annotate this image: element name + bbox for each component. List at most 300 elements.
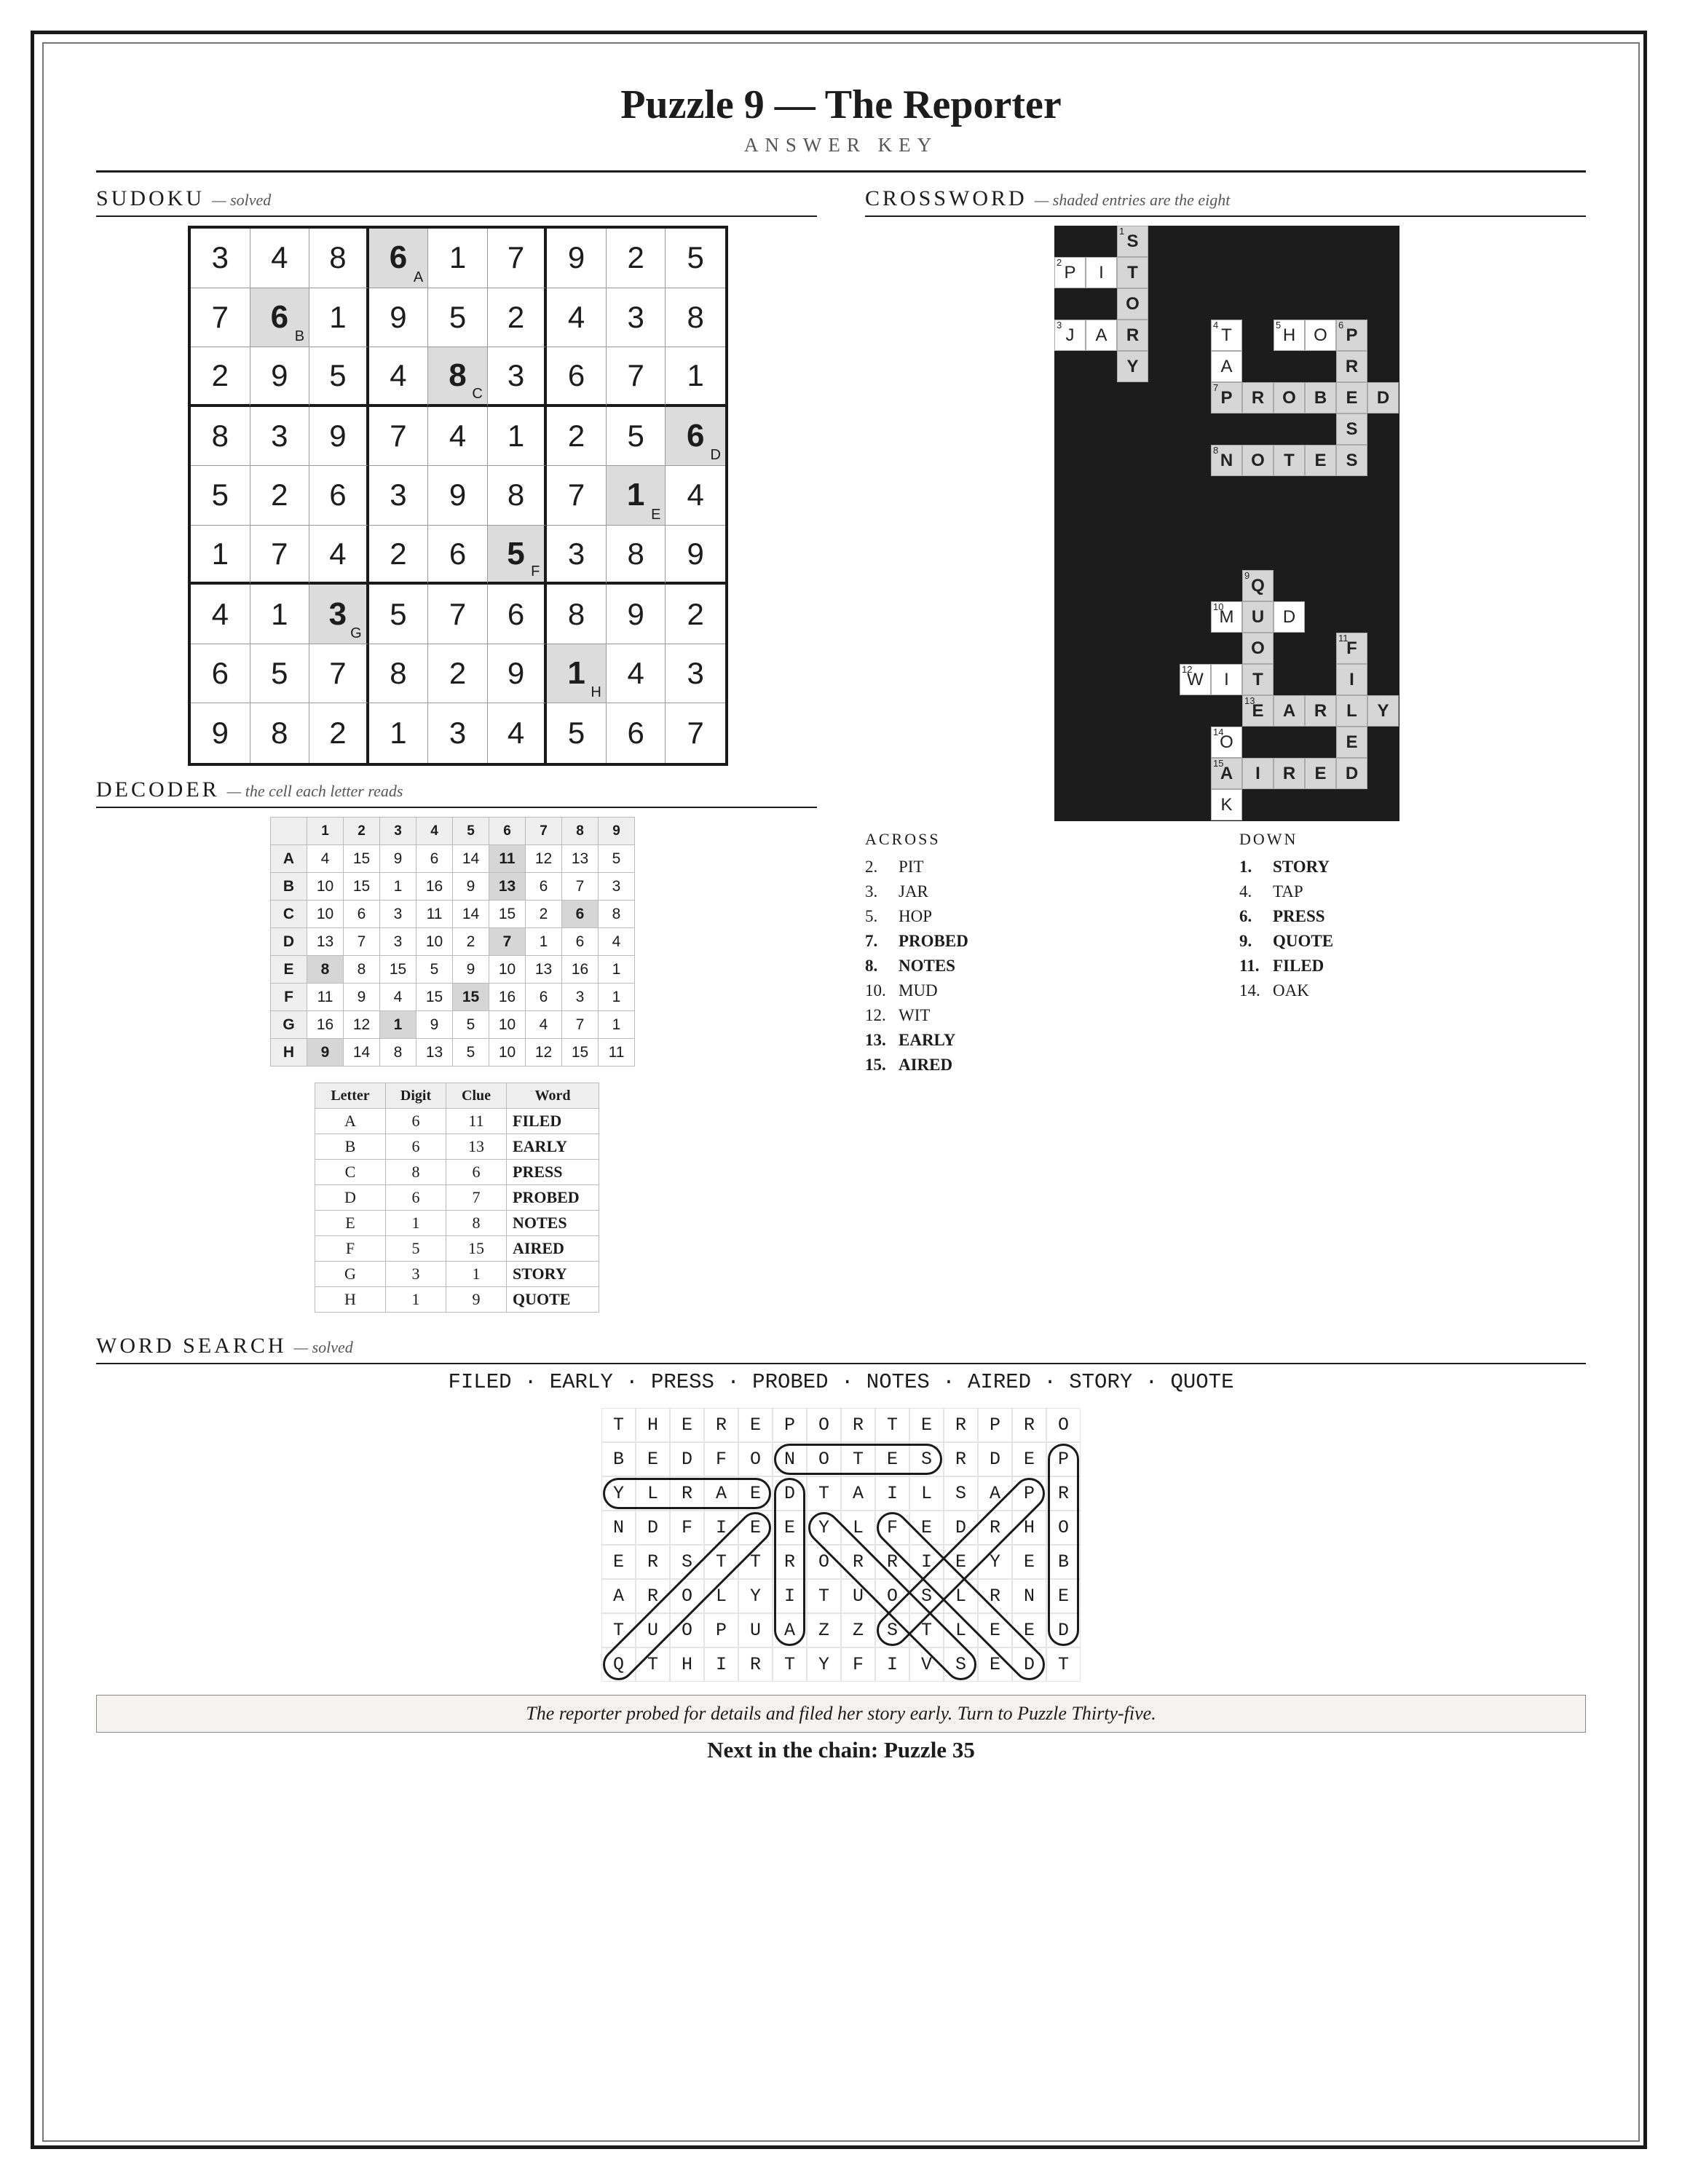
- across-clues: [865, 830, 968, 1077]
- wordsearch-letter: E: [1046, 1579, 1081, 1613]
- sudoku-cell-letter: G: [350, 625, 362, 641]
- wordsearch-letter: I: [909, 1545, 944, 1579]
- sudoku-digit: 4: [390, 357, 407, 392]
- crossword-letter: D: [1376, 387, 1390, 408]
- decoder-cell: 10: [416, 928, 453, 956]
- clue-number: 4.: [1239, 882, 1252, 901]
- crossword-letter: E: [1252, 700, 1264, 721]
- sudoku-cell: [250, 703, 310, 763]
- crossword-cell: [1117, 351, 1148, 382]
- crossword-cell: [1086, 320, 1117, 351]
- wordsearch-letter: F: [670, 1511, 704, 1545]
- decoder-column-header: 5: [453, 818, 489, 845]
- sudoku-cell: [250, 466, 310, 526]
- sudoku-cell: [607, 585, 666, 644]
- wordsearch-heading: [96, 1334, 353, 1358]
- sudoku-digit: 8: [507, 478, 525, 513]
- clue-word: PROBED: [899, 932, 968, 950]
- sudoku-cell: [191, 585, 250, 644]
- sudoku-cell: [191, 526, 250, 585]
- sudoku-cell: [607, 703, 666, 763]
- key-cell: B: [315, 1134, 386, 1160]
- sudoku-digit: 4: [687, 478, 704, 513]
- wordsearch-letter: P: [704, 1613, 738, 1647]
- clue-number: 13.: [865, 1031, 886, 1049]
- crossword-letter: F: [1346, 638, 1357, 658]
- decoder-column-header: 4: [416, 818, 453, 845]
- decoder-corner: [271, 818, 307, 845]
- sudoku-cell: [191, 703, 250, 763]
- decoder-note: — the cell each letter reads: [226, 782, 403, 800]
- clue-number: 8.: [865, 957, 878, 975]
- decoder-table: [270, 817, 635, 1067]
- crossword-cell: [1117, 320, 1148, 351]
- sudoku-digit: 4: [211, 596, 229, 631]
- decoder-cell: 9: [344, 984, 380, 1011]
- decoder-cell: 1: [526, 928, 562, 956]
- wordsearch-letter: P: [1012, 1476, 1046, 1511]
- decoder-column-header: 8: [562, 818, 599, 845]
- sudoku-note: — solved: [212, 191, 272, 209]
- key-row: [315, 1211, 599, 1236]
- wordsearch-letter: R: [944, 1408, 978, 1442]
- decoder-row: [271, 1011, 635, 1039]
- crossword-letter: P: [1220, 387, 1233, 408]
- crossword-letter: O: [1220, 732, 1233, 752]
- wordsearch-letter: I: [875, 1647, 909, 1682]
- decoder-column-header: 1: [307, 818, 344, 845]
- crossword-cell: [1274, 758, 1305, 789]
- key-cell: PRESS: [507, 1160, 599, 1185]
- crossword-cell: [1117, 226, 1148, 257]
- sudoku-cell: [369, 466, 429, 526]
- down-clue: [1239, 855, 1333, 879]
- sudoku-digit: 5: [507, 535, 525, 571]
- wordsearch-letter: R: [944, 1442, 978, 1476]
- wordsearch-letter: Z: [807, 1613, 841, 1647]
- sudoku-cell-letter: D: [710, 447, 721, 464]
- crossword-letter: Q: [1251, 575, 1265, 596]
- sudoku-digit: 1: [687, 357, 704, 392]
- crossword-cell: [1054, 257, 1086, 288]
- wordsearch-letter: T: [875, 1408, 909, 1442]
- crossword-grid: [1054, 226, 1399, 821]
- crossword-letter: A: [1282, 700, 1296, 721]
- wordsearch-letter: E: [875, 1442, 909, 1476]
- wordsearch-letter: T: [807, 1476, 841, 1511]
- crossword-letter: H: [1282, 325, 1296, 345]
- sudoku-cell: [191, 288, 250, 348]
- wordsearch-letter: I: [704, 1647, 738, 1682]
- crossword-letter: O: [1282, 387, 1296, 408]
- wordsearch-letter: E: [773, 1511, 807, 1545]
- decoder-cell: 8: [307, 956, 344, 984]
- sudoku-cell: [488, 229, 548, 288]
- decoder-rule: [96, 807, 817, 808]
- wordsearch-letter: E: [1012, 1545, 1046, 1579]
- crossword-letter: I: [1255, 763, 1260, 783]
- sudoku-cell: [309, 703, 369, 763]
- decoder-heading-text: DECODER: [96, 778, 220, 802]
- sudoku-digit: 5: [449, 299, 467, 334]
- key-cell: 3: [386, 1262, 446, 1287]
- wordsearch-letter: E: [978, 1647, 1012, 1682]
- decoder-cell: 15: [489, 901, 526, 928]
- wordsearch-letter: D: [978, 1442, 1012, 1476]
- crossword-letter: D: [1345, 763, 1359, 783]
- wordsearch-heading-text: WORD SEARCH: [96, 1334, 287, 1358]
- wordsearch-letter: L: [841, 1511, 875, 1545]
- sudoku-digit: 4: [507, 716, 525, 751]
- sudoku-cell: [666, 466, 725, 526]
- crossword-letter: T: [1284, 450, 1295, 470]
- decoder-cell: 11: [489, 845, 526, 873]
- sudoku-cell: [428, 407, 488, 467]
- wordsearch-letter: O: [807, 1442, 841, 1476]
- crossword-letter: T: [1252, 669, 1263, 689]
- wordsearch-letter: E: [1012, 1613, 1046, 1647]
- wordsearch-letter: A: [704, 1476, 738, 1511]
- crossword-cell: [1242, 758, 1274, 789]
- wordsearch-letter: R: [636, 1545, 670, 1579]
- sudoku-digit: 7: [390, 418, 407, 453]
- decoder-cell: 13: [526, 956, 562, 984]
- decoder-cell: 12: [526, 845, 562, 873]
- crossword-cell: [1274, 445, 1305, 476]
- sudoku-cell: [369, 229, 429, 288]
- clue-number: 3.: [865, 882, 878, 901]
- across-clue: [865, 1028, 968, 1053]
- sudoku-digit: 2: [627, 240, 644, 275]
- sudoku-digit: 8: [627, 536, 644, 571]
- clue-word: MUD: [899, 981, 938, 1000]
- wordsearch-letter: N: [601, 1511, 636, 1545]
- key-cell: 6: [446, 1160, 507, 1185]
- decoder-cell: 10: [307, 873, 344, 901]
- sudoku-digit: 9: [627, 596, 644, 631]
- wordsearch-letter: A: [978, 1476, 1012, 1511]
- sudoku-digit: 6: [329, 478, 347, 513]
- sudoku-digit: 2: [329, 716, 347, 751]
- key-cell: G: [315, 1262, 386, 1287]
- crossword-clue-number: 8: [1213, 445, 1219, 456]
- sudoku-digit: 3: [567, 536, 585, 571]
- wordsearch-letter: T: [704, 1545, 738, 1579]
- decoder-row: [271, 845, 635, 873]
- sudoku-digit: 3: [211, 240, 229, 275]
- key-cell: QUOTE: [507, 1287, 599, 1313]
- clue-word: AIRED: [899, 1056, 953, 1074]
- sudoku-cell-letter: F: [531, 563, 540, 580]
- crossword-cell: [1336, 664, 1367, 695]
- sudoku-cell: [309, 466, 369, 526]
- clue-number: 15.: [865, 1056, 886, 1074]
- wordsearch-letter: U: [636, 1613, 670, 1647]
- key-cell: 11: [446, 1109, 507, 1134]
- sudoku-digit: 8: [687, 299, 704, 334]
- sudoku-digit: 6: [449, 536, 467, 571]
- crossword-clue-number: 12: [1182, 664, 1193, 675]
- footer-message: The reporter probed for details and filed her story early. Turn to Puzzle Thirty-five.: [96, 1695, 1586, 1733]
- sudoku-digit: 2: [449, 656, 467, 691]
- decoder-cell: 10: [489, 956, 526, 984]
- crossword-clue-number: 1: [1119, 226, 1125, 237]
- sudoku-cell: [428, 703, 488, 763]
- down-clue: [1239, 954, 1333, 978]
- key-cell: 1: [386, 1211, 446, 1236]
- wordsearch-letter: L: [636, 1476, 670, 1511]
- crossword-cell: [1242, 633, 1274, 664]
- sudoku-digit: 5: [567, 716, 585, 751]
- sudoku-cell: [250, 407, 310, 467]
- decoder-cell: 7: [562, 1011, 599, 1039]
- sudoku-cell: [488, 407, 548, 467]
- sudoku-digit: 8: [449, 357, 467, 393]
- sudoku-cell: [309, 347, 369, 407]
- decoder-column-header: 2: [344, 818, 380, 845]
- sudoku-cell: [250, 347, 310, 407]
- wordsearch-letter: O: [807, 1408, 841, 1442]
- crossword-letter: A: [1095, 325, 1107, 345]
- sudoku-digit: 6: [270, 298, 289, 335]
- crossword-letter: S: [1346, 419, 1358, 439]
- sudoku-cell: [191, 644, 250, 704]
- wordsearch-letter: E: [601, 1545, 636, 1579]
- key-cell: A: [315, 1109, 386, 1134]
- crossword-letter: A: [1220, 763, 1233, 783]
- decoder-cell: 3: [380, 901, 416, 928]
- sudoku-cell: [250, 526, 310, 585]
- sudoku-cell-letter: H: [591, 684, 601, 701]
- sudoku-digit: 9: [271, 357, 288, 392]
- sudoku-digit: 3: [390, 478, 407, 513]
- wordsearch-letter: A: [601, 1579, 636, 1613]
- sudoku-digit: 9: [211, 716, 229, 751]
- sudoku-digit: 1: [449, 240, 467, 275]
- sudoku-digit: 9: [687, 536, 704, 571]
- clue-number: 6.: [1239, 907, 1252, 925]
- decoder-row-label: A: [271, 845, 307, 873]
- clue-word: STORY: [1273, 858, 1330, 876]
- clue-word: OAK: [1273, 981, 1309, 1000]
- crossword-cell: [1274, 382, 1305, 414]
- wordsearch-letter: B: [601, 1442, 636, 1476]
- decoder-cell: 5: [453, 1039, 489, 1067]
- wordsearch-letter: L: [909, 1476, 944, 1511]
- found-word-loop: [872, 1507, 1050, 1682]
- wordsearch-letter: D: [944, 1511, 978, 1545]
- key-column-header: Clue: [446, 1083, 507, 1109]
- clue-number: 2.: [865, 858, 878, 876]
- crossword-heading-text: CROSSWORD: [865, 186, 1027, 210]
- wordsearch-letter: U: [738, 1613, 773, 1647]
- key-cell: 7: [446, 1185, 507, 1211]
- sudoku-digit: 5: [211, 478, 229, 513]
- crossword-letter: P: [1064, 262, 1076, 282]
- decoder-column-header: 3: [380, 818, 416, 845]
- clue-word: HOP: [899, 907, 933, 925]
- wordsearch-letter: L: [944, 1579, 978, 1613]
- sudoku-cell: [488, 526, 548, 585]
- across-clue: [865, 978, 968, 1003]
- crossword-letter: P: [1346, 325, 1358, 345]
- crossword-clue-number: 11: [1338, 633, 1349, 644]
- crossword-letter: O: [1251, 638, 1265, 658]
- crossword-cell: [1336, 695, 1367, 727]
- wordsearch-letter: D: [636, 1511, 670, 1545]
- clue-word: EARLY: [899, 1031, 956, 1049]
- decoder-cell: 15: [453, 984, 489, 1011]
- sudoku-cell: [250, 288, 310, 348]
- wordsearch-letter: P: [773, 1408, 807, 1442]
- crossword-letter: K: [1220, 794, 1233, 815]
- sudoku-digit: 6: [211, 656, 229, 691]
- wordsearch-letter: O: [1046, 1408, 1081, 1442]
- crossword-cell: [1086, 257, 1117, 288]
- sudoku-digit: 1: [567, 655, 585, 692]
- crossword-cell: [1336, 758, 1367, 789]
- key-cell: EARLY: [507, 1134, 599, 1160]
- sudoku-cell: [666, 526, 725, 585]
- found-word-loop: [803, 1507, 982, 1682]
- key-cell: 9: [446, 1287, 507, 1313]
- wordsearch-letter: O: [738, 1442, 773, 1476]
- clue-word: PIT: [899, 858, 924, 876]
- wordsearch-letter: R: [1012, 1408, 1046, 1442]
- wordsearch-word-list: FILED · EARLY · PRESS · PROBED · NOTES · AIRED · STORY · QUOTE: [448, 1370, 1234, 1394]
- sudoku-cell: [309, 526, 369, 585]
- crossword-cell: [1211, 445, 1242, 476]
- decoder-row-label: E: [271, 956, 307, 984]
- crossword-note: — shaded entries are the eight: [1034, 191, 1231, 209]
- key-cell: F: [315, 1236, 386, 1262]
- crossword-letter: U: [1251, 606, 1265, 627]
- sudoku-cell: [607, 644, 666, 704]
- key-column-header: Digit: [386, 1083, 446, 1109]
- wordsearch-rule: [96, 1363, 1586, 1364]
- decoder-cell: 10: [489, 1011, 526, 1039]
- sudoku-heading-text: SUDOKU: [96, 186, 205, 210]
- crossword-cell: [1336, 445, 1367, 476]
- wordsearch-letter: T: [807, 1579, 841, 1613]
- wordsearch-letter: I: [875, 1476, 909, 1511]
- wordsearch-letter: R: [636, 1579, 670, 1613]
- sudoku-digit: 1: [626, 477, 645, 513]
- key-cell: C: [315, 1160, 386, 1185]
- sudoku-digit: 9: [390, 299, 407, 334]
- sudoku-digit: 8: [329, 240, 347, 275]
- decoder-cell: 11: [416, 901, 453, 928]
- decoder-cell: 1: [599, 956, 635, 984]
- crossword-cell: [1274, 320, 1305, 351]
- across-heading: ACROSS: [865, 830, 941, 848]
- sudoku-cell: [369, 288, 429, 348]
- crossword-letter: O: [1314, 325, 1327, 345]
- sudoku-cell-letter: B: [294, 328, 305, 345]
- wordsearch-letter: S: [875, 1613, 909, 1647]
- crossword-cell: [1274, 601, 1305, 633]
- wordsearch-letter: R: [773, 1545, 807, 1579]
- wordsearch-letter: R: [841, 1545, 875, 1579]
- crossword-cell: [1242, 695, 1274, 727]
- sudoku-digit: 4: [271, 240, 288, 275]
- sudoku-digit: 7: [449, 596, 467, 631]
- key-cell: 6: [386, 1134, 446, 1160]
- decoder-cell: 3: [562, 984, 599, 1011]
- crossword-cell: [1336, 727, 1367, 758]
- down-heading: DOWN: [1239, 830, 1298, 848]
- sudoku-cell: [666, 288, 725, 348]
- sudoku-cell: [309, 585, 369, 644]
- decoder-cell: 14: [344, 1039, 380, 1067]
- crossword-letter: R: [1282, 763, 1296, 783]
- sudoku-digit: 5: [271, 656, 288, 691]
- wordsearch-letter: P: [978, 1408, 1012, 1442]
- wordsearch-letter: T: [909, 1613, 944, 1647]
- wordsearch-letter: L: [704, 1579, 738, 1613]
- wordsearch-letter: O: [807, 1545, 841, 1579]
- key-row: [315, 1134, 599, 1160]
- sudoku-cell: [607, 288, 666, 348]
- sudoku-digit: 7: [211, 299, 229, 334]
- sudoku-digit: 7: [627, 357, 644, 392]
- sudoku-cell: [547, 526, 607, 585]
- wordsearch-letter: D: [1046, 1613, 1081, 1647]
- decoder-cell: 14: [453, 845, 489, 873]
- crossword-clue-number: 14: [1213, 727, 1224, 737]
- sudoku-digit: 4: [567, 299, 585, 334]
- crossword-letter: O: [1251, 450, 1265, 470]
- decoder-cell: 1: [380, 873, 416, 901]
- crossword-letter: Y: [1377, 700, 1389, 721]
- page-title: Puzzle 9 — The Reporter: [620, 82, 1062, 127]
- sudoku-digit: 1: [390, 716, 407, 751]
- sudoku-cell: [488, 644, 548, 704]
- sudoku-digit: 5: [687, 240, 704, 275]
- sudoku-cell: [666, 585, 725, 644]
- sudoku-digit: 2: [390, 536, 407, 571]
- wordsearch-letter: S: [909, 1442, 944, 1476]
- crossword-clue-number: 4: [1213, 320, 1219, 331]
- crossword-cell: [1305, 695, 1336, 727]
- crossword-cell: [1367, 695, 1399, 727]
- crossword-cell: [1242, 570, 1274, 601]
- decoder-cell: 7: [489, 928, 526, 956]
- decoder-cell: 13: [562, 845, 599, 873]
- decoder-cell: 6: [562, 928, 599, 956]
- sudoku-cell: [428, 526, 488, 585]
- found-word-loop: [604, 1479, 770, 1508]
- key-row: [315, 1287, 599, 1313]
- key-cell: D: [315, 1185, 386, 1211]
- wordsearch-letter: T: [773, 1647, 807, 1682]
- decoder-cell: 3: [380, 928, 416, 956]
- decoder-row: [271, 956, 635, 984]
- key-cell: FILED: [507, 1109, 599, 1134]
- wordsearch-letter: Y: [601, 1476, 636, 1511]
- across-clue: [865, 954, 968, 978]
- decoder-row: [271, 928, 635, 956]
- sudoku-cell: [369, 644, 429, 704]
- sudoku-heading: [96, 186, 271, 211]
- crossword-cell: [1242, 601, 1274, 633]
- crossword-cell: [1180, 664, 1211, 695]
- wordsearch-letter: N: [773, 1442, 807, 1476]
- sudoku-cell: [309, 407, 369, 467]
- sudoku-digit: 7: [271, 536, 288, 571]
- decoder-row-label: F: [271, 984, 307, 1011]
- page-subtitle: ANSWER KEY: [743, 134, 939, 156]
